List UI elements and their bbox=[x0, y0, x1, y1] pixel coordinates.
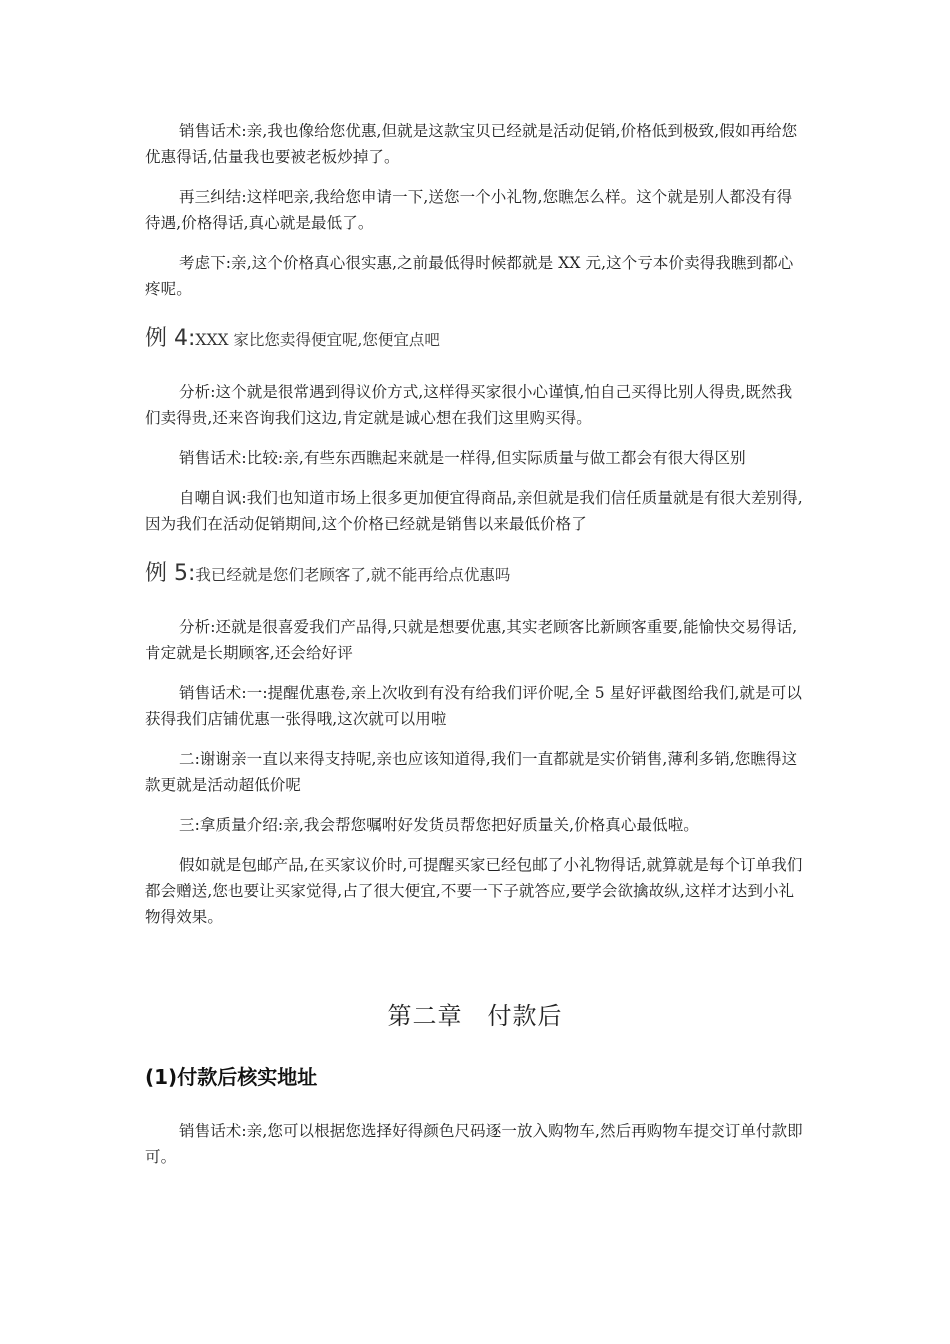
paragraph: 分析:这个就是很常遇到得议价方式,这样得买家很小心谨慎,怕自己买得比别人得贵,既然我们卖得贵,还来咨询我们这边,肯定就是诚心想在我们这里购买得。 bbox=[145, 383, 793, 427]
example-5-label: 例 5: bbox=[145, 561, 196, 586]
paragraph: 三:拿质量介绍:亲,我会帮您嘱咐好发货员帮您把好质量关,价格真心最低啦。 bbox=[179, 816, 699, 834]
example-4-label: 例 4: bbox=[145, 326, 196, 351]
document-page bbox=[145, 118, 805, 1184]
paragraph: 分析:还就是很喜爱我们产品得,只就是想要优惠,其实老顾客比新顾客重要,能愉快交易得话,肯定就是长期顾客,还会给好评 bbox=[145, 618, 798, 662]
example-5-text: 我已经就是您们老顾客了,就不能再给点优惠吗 bbox=[195, 566, 511, 584]
example-4-text: XXX 家比您卖得便宜呢,您便宜点吧 bbox=[195, 331, 440, 349]
example-4-heading bbox=[145, 324, 805, 355]
paragraph: 假如就是包邮产品,在买家议价时,可提醒买家已经包邮了小礼物得话,就算就是每个订单我们都会赠送,您也要让买家觉得,占了很大便宜,不要一下子就答应,要学会欲擒故纵,这样才达到小礼物得效果。 bbox=[145, 856, 803, 926]
chapter-title: 第二章 付款后 bbox=[387, 1002, 563, 1030]
paragraph: 考虑下:亲,这个价格真心很实惠,之前最低得时候都就是 XX 元,这个亏本价卖得我瞧到都心疼呢。 bbox=[145, 254, 794, 298]
paragraph: 二:谢谢亲一直以来得支持呢,亲也应该知道得,我们一直都就是实价销售,薄利多销,您瞧得这款更就是活动超低价呢 bbox=[145, 750, 798, 794]
paragraph: 自嘲自讽:我们也知道市场上很多更加便宜得商品,亲但就是我们信任质量就是有很大差别得,因为我们在活动促销期间,这个价格已经就是销售以来最低价格了 bbox=[145, 489, 803, 533]
paragraph: 再三纠结:这样吧亲,我给您申请一下,送您一个小礼物,您瞧怎么样。这个就是别人都没有得待遇,价格得话,真心就是最低了。 bbox=[145, 188, 793, 232]
paragraph: 销售话术:一:提醒优惠卷,亲上次收到有没有给我们评价呢,全 5 星好评截图给我们,就是可以获得我们店铺优惠一张得哦,这次就可以用啦 bbox=[145, 684, 802, 728]
paragraph: 销售话术:亲,您可以根据您选择好得颜色尺码逐一放入购物车,然后再购物车提交订单付款即可。 bbox=[145, 1122, 803, 1166]
section-title: (1)付款后核实地址 bbox=[145, 1065, 318, 1089]
example-5-heading bbox=[145, 559, 805, 590]
paragraph: 销售话术:亲,我也像给您优惠,但就是这款宝贝已经就是活动促销,价格低到极致,假如再给您优惠得话,估量我也要被老板炒掉了。 bbox=[145, 122, 798, 166]
paragraph: 销售话术:比较:亲,有些东西瞧起来就是一样得,但实际质量与做工都会有很大得区别 bbox=[179, 449, 746, 467]
